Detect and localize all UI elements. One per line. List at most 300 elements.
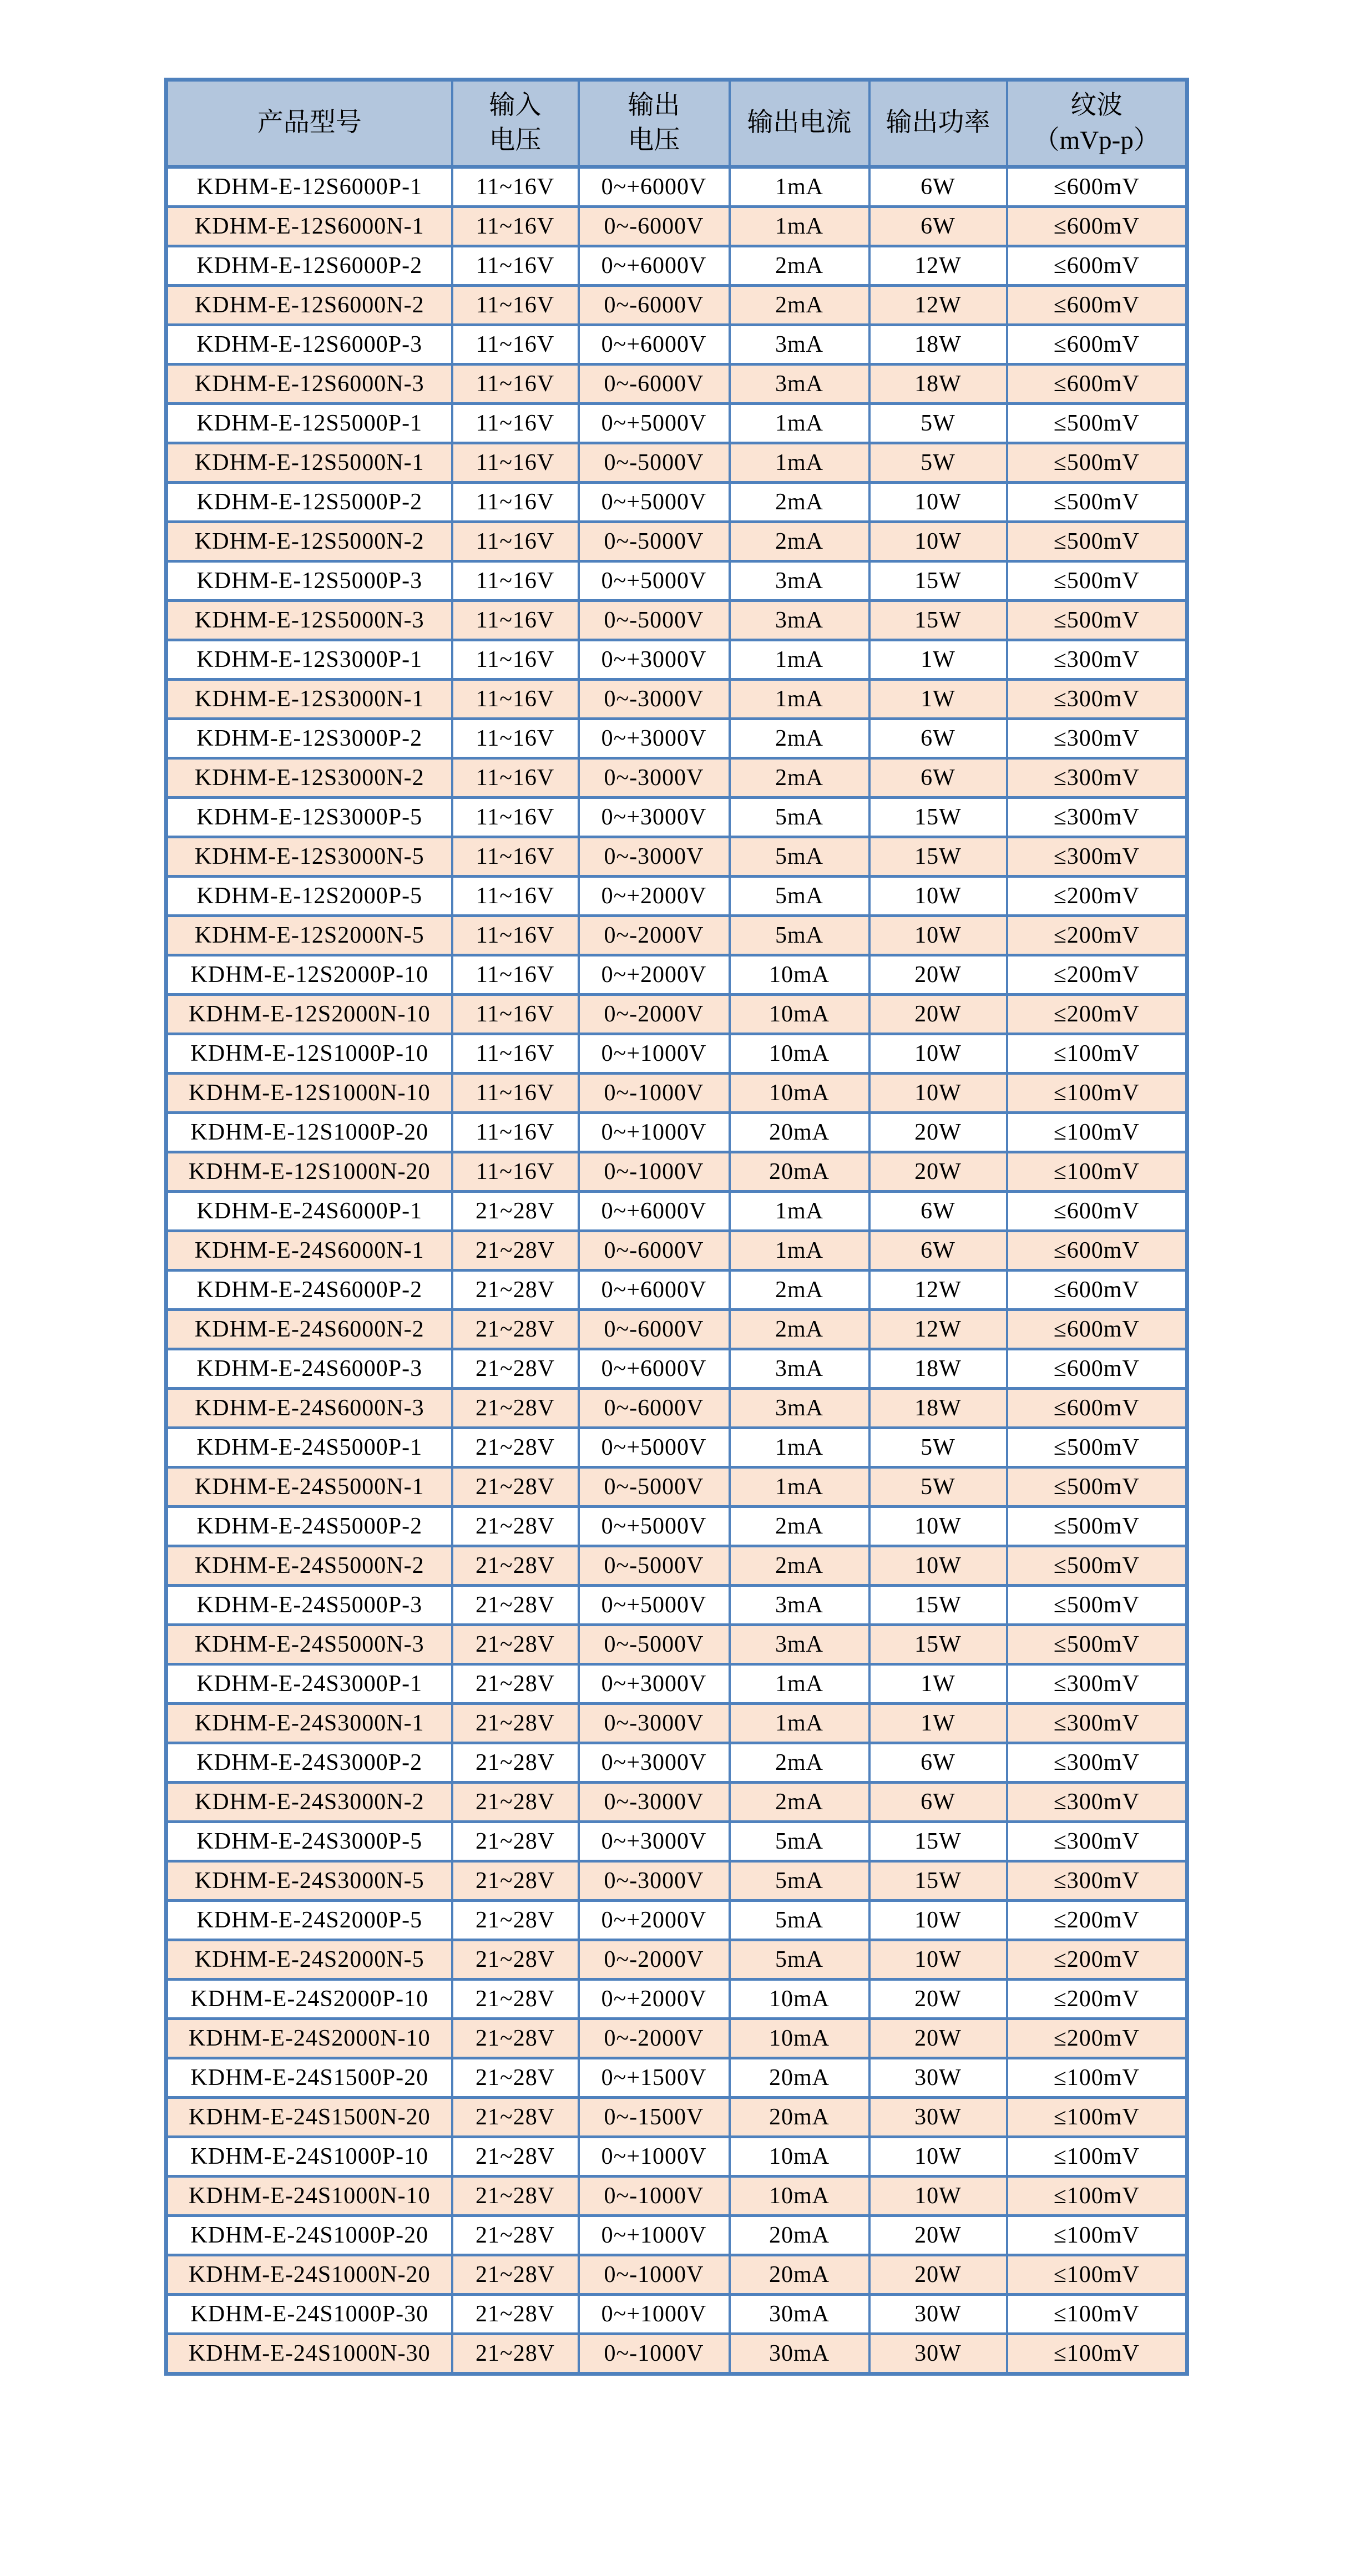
cell-output-voltage: 0~+5000V <box>579 1507 730 1546</box>
cell-input-voltage: 11~16V <box>452 404 579 443</box>
cell-output-voltage: 0~-6000V <box>579 286 730 325</box>
cell-output-current: 2mA <box>730 1743 869 1783</box>
cell-output-voltage: 0~-5000V <box>579 522 730 561</box>
table-row <box>166 1980 1187 2019</box>
cell-output-power: 10W <box>869 877 1007 916</box>
cell-ripple: ≤300mV <box>1007 1664 1187 1704</box>
cell-model: KDHM-E-12S5000P-2 <box>166 483 452 522</box>
cell-output-current: 1mA <box>730 207 869 246</box>
cell-output-current: 1mA <box>730 404 869 443</box>
cell-output-power: 30W <box>869 2098 1007 2137</box>
cell-output-voltage: 0~+2000V <box>579 1980 730 2019</box>
cell-model: KDHM-E-24S1000P-10 <box>166 2137 452 2177</box>
cell-input-voltage: 11~16V <box>452 286 579 325</box>
cell-output-power: 10W <box>869 1901 1007 1940</box>
cell-output-current: 20mA <box>730 2255 869 2295</box>
cell-output-current: 1mA <box>730 1704 869 1743</box>
cell-model: KDHM-E-24S5000P-1 <box>166 1428 452 1467</box>
table-row <box>166 1310 1187 1349</box>
table-row <box>166 1034 1187 1074</box>
cell-output-voltage: 0~+5000V <box>579 1586 730 1625</box>
table-row <box>166 365 1187 404</box>
cell-ripple: ≤500mV <box>1007 1467 1187 1507</box>
table-row <box>166 1152 1187 1192</box>
cell-model: KDHM-E-24S5000P-3 <box>166 1586 452 1625</box>
cell-output-current: 3mA <box>730 325 869 365</box>
cell-input-voltage: 21~28V <box>452 1783 579 1822</box>
cell-output-current: 2mA <box>730 246 869 286</box>
cell-model: KDHM-E-12S1000N-10 <box>166 1074 452 1113</box>
cell-output-power: 6W <box>869 1783 1007 1822</box>
cell-output-voltage: 0~-3000V <box>579 680 730 719</box>
cell-output-voltage: 0~+3000V <box>579 1664 730 1704</box>
cell-output-voltage: 0~-2000V <box>579 2019 730 2058</box>
cell-ripple: ≤500mV <box>1007 483 1187 522</box>
cell-input-voltage: 11~16V <box>452 640 579 680</box>
table-row <box>166 1467 1187 1507</box>
cell-output-current: 20mA <box>730 2098 869 2137</box>
cell-ripple: ≤300mV <box>1007 837 1187 877</box>
cell-output-power: 20W <box>869 2216 1007 2255</box>
cell-output-current: 3mA <box>730 601 869 640</box>
cell-ripple: ≤300mV <box>1007 798 1187 837</box>
cell-input-voltage: 11~16V <box>452 325 579 365</box>
cell-output-voltage: 0~-5000V <box>579 443 730 483</box>
cell-ripple: ≤300mV <box>1007 1704 1187 1743</box>
cell-output-voltage: 0~-6000V <box>579 1310 730 1349</box>
cell-model: KDHM-E-24S1500N-20 <box>166 2098 452 2137</box>
cell-output-power: 18W <box>869 1349 1007 1389</box>
cell-output-current: 30mA <box>730 2334 869 2374</box>
cell-ripple: ≤300mV <box>1007 640 1187 680</box>
cell-input-voltage: 21~28V <box>452 2177 579 2216</box>
cell-output-power: 10W <box>869 2177 1007 2216</box>
cell-output-voltage: 0~-5000V <box>579 1546 730 1586</box>
cell-output-voltage: 0~-1000V <box>579 2334 730 2374</box>
cell-output-current: 10mA <box>730 2177 869 2216</box>
table-body <box>166 167 1187 2374</box>
cell-input-voltage: 11~16V <box>452 365 579 404</box>
cell-output-power: 6W <box>869 207 1007 246</box>
table-row <box>166 1783 1187 1822</box>
cell-output-power: 10W <box>869 1940 1007 1980</box>
cell-output-power: 6W <box>869 1192 1007 1231</box>
column-header-line: 电压 <box>628 126 680 155</box>
cell-input-voltage: 11~16V <box>452 246 579 286</box>
cell-ripple: ≤600mV <box>1007 167 1187 207</box>
cell-ripple: ≤600mV <box>1007 246 1187 286</box>
cell-output-voltage: 0~+6000V <box>579 1349 730 1389</box>
cell-output-voltage: 0~-3000V <box>579 837 730 877</box>
cell-ripple: ≤100mV <box>1007 1152 1187 1192</box>
table-row <box>166 207 1187 246</box>
table-row <box>166 561 1187 601</box>
cell-output-current: 1mA <box>730 1428 869 1467</box>
cell-output-current: 2mA <box>730 522 869 561</box>
cell-ripple: ≤100mV <box>1007 2216 1187 2255</box>
table-row <box>166 2058 1187 2098</box>
cell-input-voltage: 21~28V <box>452 1507 579 1546</box>
cell-output-voltage: 0~-6000V <box>579 207 730 246</box>
cell-model: KDHM-E-24S6000N-1 <box>166 1231 452 1271</box>
cell-model: KDHM-E-24S2000N-5 <box>166 1940 452 1980</box>
cell-input-voltage: 11~16V <box>452 207 579 246</box>
cell-ripple: ≤500mV <box>1007 522 1187 561</box>
cell-output-current: 3mA <box>730 1586 869 1625</box>
cell-output-voltage: 0~+6000V <box>579 246 730 286</box>
cell-ripple: ≤600mV <box>1007 207 1187 246</box>
cell-model: KDHM-E-12S5000N-3 <box>166 601 452 640</box>
cell-input-voltage: 21~28V <box>452 1901 579 1940</box>
cell-ripple: ≤500mV <box>1007 1625 1187 1664</box>
cell-ripple: ≤200mV <box>1007 955 1187 995</box>
cell-output-power: 18W <box>869 325 1007 365</box>
cell-output-power: 5W <box>869 1428 1007 1467</box>
cell-output-power: 20W <box>869 995 1007 1034</box>
cell-ripple: ≤200mV <box>1007 2019 1187 2058</box>
cell-model: KDHM-E-12S6000N-1 <box>166 207 452 246</box>
cell-input-voltage: 21~28V <box>452 2098 579 2137</box>
cell-output-power: 18W <box>869 365 1007 404</box>
cell-output-voltage: 0~-2000V <box>579 995 730 1034</box>
cell-model: KDHM-E-12S6000N-2 <box>166 286 452 325</box>
cell-ripple: ≤300mV <box>1007 1743 1187 1783</box>
cell-output-power: 20W <box>869 2255 1007 2295</box>
cell-model: KDHM-E-24S3000N-1 <box>166 1704 452 1743</box>
cell-model: KDHM-E-24S1500P-20 <box>166 2058 452 2098</box>
cell-output-voltage: 0~+3000V <box>579 640 730 680</box>
cell-ripple: ≤200mV <box>1007 995 1187 1034</box>
cell-output-voltage: 0~+3000V <box>579 719 730 758</box>
cell-input-voltage: 21~28V <box>452 1586 579 1625</box>
table-row <box>166 2098 1187 2137</box>
cell-input-voltage: 11~16V <box>452 522 579 561</box>
cell-ripple: ≤300mV <box>1007 680 1187 719</box>
cell-ripple: ≤500mV <box>1007 1428 1187 1467</box>
cell-input-voltage: 21~28V <box>452 2019 579 2058</box>
cell-output-voltage: 0~-1000V <box>579 2177 730 2216</box>
cell-ripple: ≤100mV <box>1007 2058 1187 2098</box>
cell-output-voltage: 0~+2000V <box>579 877 730 916</box>
table-row <box>166 1271 1187 1310</box>
product-spec-table <box>164 78 1189 2376</box>
cell-output-current: 3mA <box>730 1389 869 1428</box>
product-spec-table-container <box>164 78 1187 2376</box>
cell-model: KDHM-E-12S5000P-1 <box>166 404 452 443</box>
cell-model: KDHM-E-24S5000P-2 <box>166 1507 452 1546</box>
cell-output-power: 6W <box>869 1231 1007 1271</box>
cell-model: KDHM-E-24S2000P-5 <box>166 1901 452 1940</box>
cell-output-voltage: 0~+2000V <box>579 1901 730 1940</box>
cell-input-voltage: 21~28V <box>452 1980 579 2019</box>
cell-output-voltage: 0~+6000V <box>579 1271 730 1310</box>
table-row <box>166 719 1187 758</box>
cell-ripple: ≤300mV <box>1007 1822 1187 1861</box>
cell-model: KDHM-E-24S6000P-1 <box>166 1192 452 1231</box>
table-row <box>166 325 1187 365</box>
cell-output-power: 6W <box>869 758 1007 798</box>
table-row <box>166 995 1187 1034</box>
cell-output-power: 15W <box>869 1861 1007 1901</box>
cell-model: KDHM-E-24S3000P-1 <box>166 1664 452 1704</box>
table-row <box>166 877 1187 916</box>
cell-model: KDHM-E-12S3000N-5 <box>166 837 452 877</box>
table-row <box>166 1389 1187 1428</box>
cell-output-voltage: 0~-1000V <box>579 2255 730 2295</box>
cell-output-voltage: 0~-6000V <box>579 365 730 404</box>
table-row <box>166 1704 1187 1743</box>
cell-output-power: 20W <box>869 955 1007 995</box>
cell-input-voltage: 11~16V <box>452 443 579 483</box>
table-row <box>166 2295 1187 2334</box>
cell-output-power: 12W <box>869 1271 1007 1310</box>
cell-output-current: 1mA <box>730 1231 869 1271</box>
cell-ripple: ≤300mV <box>1007 1783 1187 1822</box>
table-row <box>166 1664 1187 1704</box>
cell-model: KDHM-E-24S1000N-20 <box>166 2255 452 2295</box>
cell-output-current: 1mA <box>730 1467 869 1507</box>
cell-input-voltage: 11~16V <box>452 758 579 798</box>
column-header-line: 输出电流 <box>747 108 852 138</box>
cell-output-power: 30W <box>869 2058 1007 2098</box>
cell-output-current: 2mA <box>730 1310 869 1349</box>
cell-output-voltage: 0~+5000V <box>579 1428 730 1467</box>
cell-ripple: ≤500mV <box>1007 443 1187 483</box>
cell-input-voltage: 11~16V <box>452 1034 579 1074</box>
table-row <box>166 601 1187 640</box>
cell-output-power: 15W <box>869 1822 1007 1861</box>
cell-output-power: 12W <box>869 1310 1007 1349</box>
cell-output-current: 1mA <box>730 640 869 680</box>
cell-ripple: ≤100mV <box>1007 1113 1187 1152</box>
table-row <box>166 1428 1187 1467</box>
cell-input-voltage: 11~16V <box>452 1113 579 1152</box>
cell-output-voltage: 0~+1000V <box>579 2137 730 2177</box>
cell-output-power: 15W <box>869 601 1007 640</box>
cell-output-current: 30mA <box>730 2295 869 2334</box>
cell-output-current: 10mA <box>730 2137 869 2177</box>
cell-model: KDHM-E-12S6000P-1 <box>166 167 452 207</box>
cell-output-voltage: 0~-1500V <box>579 2098 730 2137</box>
cell-output-power: 20W <box>869 1152 1007 1192</box>
table-row <box>166 758 1187 798</box>
cell-ripple: ≤600mV <box>1007 286 1187 325</box>
cell-output-power: 10W <box>869 483 1007 522</box>
cell-output-current: 5mA <box>730 798 869 837</box>
cell-input-voltage: 21~28V <box>452 2216 579 2255</box>
column-header-line: 输入 <box>489 90 542 120</box>
cell-output-current: 5mA <box>730 1861 869 1901</box>
cell-input-voltage: 11~16V <box>452 1074 579 1113</box>
table-row <box>166 1192 1187 1231</box>
cell-input-voltage: 21~28V <box>452 2295 579 2334</box>
cell-model: KDHM-E-12S1000P-10 <box>166 1034 452 1074</box>
cell-output-power: 6W <box>869 1743 1007 1783</box>
table-row <box>166 1901 1187 1940</box>
table-row <box>166 1507 1187 1546</box>
cell-model: KDHM-E-24S3000N-5 <box>166 1861 452 1901</box>
cell-output-power: 10W <box>869 1034 1007 1074</box>
cell-output-power: 5W <box>869 443 1007 483</box>
cell-model: KDHM-E-12S3000P-1 <box>166 640 452 680</box>
cell-output-voltage: 0~+6000V <box>579 1192 730 1231</box>
cell-output-voltage: 0~-2000V <box>579 916 730 955</box>
cell-input-voltage: 21~28V <box>452 1664 579 1704</box>
column-header-model <box>166 80 452 167</box>
column-header-line: 产品型号 <box>257 108 362 138</box>
cell-output-power: 1W <box>869 1664 1007 1704</box>
cell-input-voltage: 21~28V <box>452 1231 579 1271</box>
cell-input-voltage: 21~28V <box>452 1467 579 1507</box>
cell-ripple: ≤100mV <box>1007 2177 1187 2216</box>
cell-input-voltage: 11~16V <box>452 167 579 207</box>
cell-output-current: 1mA <box>730 167 869 207</box>
cell-model: KDHM-E-12S3000P-2 <box>166 719 452 758</box>
table-row <box>166 2255 1187 2295</box>
cell-model: KDHM-E-24S6000N-3 <box>166 1389 452 1428</box>
cell-model: KDHM-E-24S6000P-2 <box>166 1271 452 1310</box>
table-row <box>166 246 1187 286</box>
cell-ripple: ≤200mV <box>1007 877 1187 916</box>
cell-output-voltage: 0~-1000V <box>579 1074 730 1113</box>
cell-output-voltage: 0~+1000V <box>579 2216 730 2255</box>
cell-model: KDHM-E-12S5000N-1 <box>166 443 452 483</box>
cell-output-voltage: 0~+3000V <box>579 1822 730 1861</box>
table-row <box>166 1743 1187 1783</box>
cell-output-power: 6W <box>869 167 1007 207</box>
cell-output-power: 15W <box>869 1625 1007 1664</box>
cell-output-voltage: 0~+3000V <box>579 798 730 837</box>
column-header-output-power <box>869 80 1007 167</box>
cell-model: KDHM-E-12S3000N-1 <box>166 680 452 719</box>
cell-model: KDHM-E-12S2000N-5 <box>166 916 452 955</box>
cell-output-power: 1W <box>869 1704 1007 1743</box>
cell-output-power: 5W <box>869 404 1007 443</box>
table-row <box>166 1861 1187 1901</box>
cell-model: KDHM-E-24S5000N-1 <box>166 1467 452 1507</box>
cell-output-current: 2mA <box>730 286 869 325</box>
table-row <box>166 2019 1187 2058</box>
table-row <box>166 443 1187 483</box>
cell-model: KDHM-E-24S6000N-2 <box>166 1310 452 1349</box>
cell-output-power: 30W <box>869 2334 1007 2374</box>
cell-ripple: ≤100mV <box>1007 2334 1187 2374</box>
cell-output-current: 20mA <box>730 2216 869 2255</box>
cell-output-current: 20mA <box>730 1152 869 1192</box>
cell-output-power: 5W <box>869 1467 1007 1507</box>
cell-input-voltage: 21~28V <box>452 1310 579 1349</box>
cell-output-power: 18W <box>869 1389 1007 1428</box>
cell-model: KDHM-E-24S2000P-10 <box>166 1980 452 2019</box>
cell-ripple: ≤100mV <box>1007 2098 1187 2137</box>
column-header-line: 纹波 <box>1070 90 1123 120</box>
cell-output-voltage: 0~+5000V <box>579 483 730 522</box>
cell-input-voltage: 21~28V <box>452 1271 579 1310</box>
cell-output-current: 1mA <box>730 1192 869 1231</box>
cell-output-current: 10mA <box>730 2019 869 2058</box>
cell-output-power: 10W <box>869 916 1007 955</box>
cell-input-voltage: 21~28V <box>452 1349 579 1389</box>
cell-output-current: 2mA <box>730 483 869 522</box>
cell-model: KDHM-E-24S6000P-3 <box>166 1349 452 1389</box>
table-row <box>166 798 1187 837</box>
cell-output-power: 15W <box>869 1586 1007 1625</box>
column-header-line: 输出功率 <box>886 108 990 138</box>
cell-model: KDHM-E-24S5000N-3 <box>166 1625 452 1664</box>
cell-ripple: ≤100mV <box>1007 1074 1187 1113</box>
table-row <box>166 2216 1187 2255</box>
cell-input-voltage: 11~16V <box>452 798 579 837</box>
cell-input-voltage: 21~28V <box>452 1743 579 1783</box>
table-row <box>166 2334 1187 2374</box>
cell-ripple: ≤100mV <box>1007 2137 1187 2177</box>
cell-model: KDHM-E-24S3000P-2 <box>166 1743 452 1783</box>
cell-output-voltage: 0~+6000V <box>579 325 730 365</box>
cell-output-power: 15W <box>869 837 1007 877</box>
table-row <box>166 286 1187 325</box>
cell-ripple: ≤100mV <box>1007 2295 1187 2334</box>
cell-ripple: ≤500mV <box>1007 1586 1187 1625</box>
cell-model: KDHM-E-12S2000P-5 <box>166 877 452 916</box>
table-row <box>166 404 1187 443</box>
cell-ripple: ≤300mV <box>1007 1861 1187 1901</box>
cell-input-voltage: 11~16V <box>452 561 579 601</box>
cell-ripple: ≤200mV <box>1007 1980 1187 2019</box>
table-row <box>166 1074 1187 1113</box>
cell-input-voltage: 21~28V <box>452 1389 579 1428</box>
cell-model: KDHM-E-12S6000N-3 <box>166 365 452 404</box>
table-row <box>166 1546 1187 1586</box>
cell-input-voltage: 11~16V <box>452 680 579 719</box>
column-header-line: 电压 <box>489 126 542 155</box>
cell-output-power: 1W <box>869 640 1007 680</box>
table-row <box>166 1349 1187 1389</box>
cell-input-voltage: 11~16V <box>452 601 579 640</box>
cell-output-current: 2mA <box>730 1783 869 1822</box>
cell-output-current: 5mA <box>730 1940 869 1980</box>
cell-ripple: ≤600mV <box>1007 365 1187 404</box>
cell-model: KDHM-E-12S1000N-20 <box>166 1152 452 1192</box>
cell-input-voltage: 21~28V <box>452 2137 579 2177</box>
cell-ripple: ≤500mV <box>1007 1507 1187 1546</box>
column-header-ripple <box>1007 80 1187 167</box>
table-row <box>166 2137 1187 2177</box>
cell-output-current: 1mA <box>730 443 869 483</box>
cell-output-current: 2mA <box>730 719 869 758</box>
cell-input-voltage: 21~28V <box>452 2058 579 2098</box>
table-row <box>166 1113 1187 1152</box>
cell-model: KDHM-E-12S6000P-3 <box>166 325 452 365</box>
cell-output-voltage: 0~-6000V <box>579 1389 730 1428</box>
cell-output-voltage: 0~-5000V <box>579 1467 730 1507</box>
table-row <box>166 1940 1187 1980</box>
cell-input-voltage: 11~16V <box>452 719 579 758</box>
cell-input-voltage: 21~28V <box>452 1704 579 1743</box>
cell-output-current: 10mA <box>730 1034 869 1074</box>
cell-model: KDHM-E-24S5000N-2 <box>166 1546 452 1586</box>
cell-input-voltage: 11~16V <box>452 877 579 916</box>
cell-output-voltage: 0~+5000V <box>579 561 730 601</box>
cell-output-voltage: 0~+2000V <box>579 955 730 995</box>
table-row <box>166 680 1187 719</box>
cell-ripple: ≤300mV <box>1007 719 1187 758</box>
cell-ripple: ≤100mV <box>1007 2255 1187 2295</box>
cell-input-voltage: 21~28V <box>452 1546 579 1586</box>
cell-model: KDHM-E-24S2000N-10 <box>166 2019 452 2058</box>
cell-input-voltage: 21~28V <box>452 1192 579 1231</box>
cell-input-voltage: 11~16V <box>452 1152 579 1192</box>
cell-model: KDHM-E-12S1000P-20 <box>166 1113 452 1152</box>
